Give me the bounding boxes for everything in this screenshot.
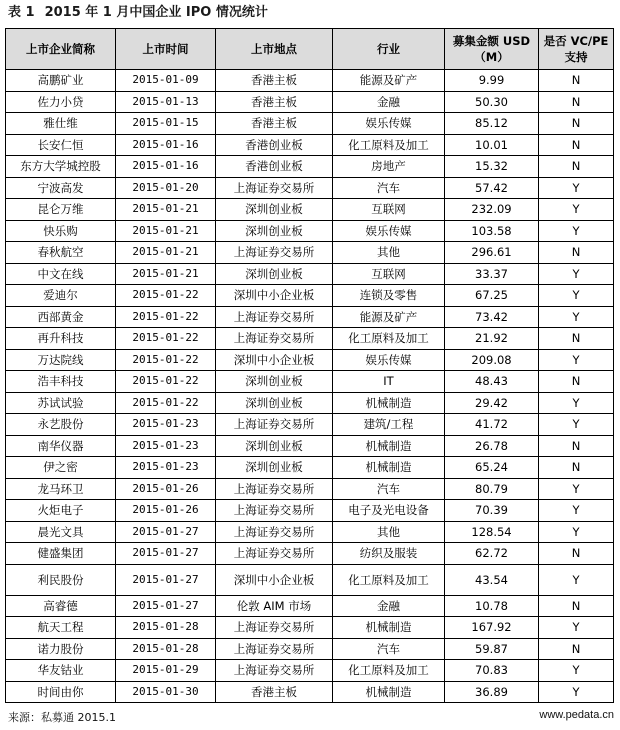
cell-industry: 娱乐传媒: [333, 349, 445, 371]
table-header-row: [6, 29, 614, 70]
cell-vcpe: Y: [539, 660, 614, 682]
cell-company: 时间由你: [6, 681, 116, 703]
cell-amount: 36.89: [445, 681, 539, 703]
cell-date: 2015-01-28: [116, 617, 216, 639]
cell-date: 2015-01-21: [116, 220, 216, 242]
cell-amount: 41.72: [445, 414, 539, 436]
cell-date: 2015-01-23: [116, 435, 216, 457]
table-row: [6, 543, 614, 565]
cell-industry: 机械制造: [333, 681, 445, 703]
cell-amount: 21.92: [445, 328, 539, 350]
cell-amount: 26.78: [445, 435, 539, 457]
cell-date: 2015-01-16: [116, 156, 216, 178]
cell-vcpe: N: [539, 543, 614, 565]
cell-industry: 能源及矿产: [333, 306, 445, 328]
cell-amount: 57.42: [445, 177, 539, 199]
cell-company: 龙马环卫: [6, 478, 116, 500]
table-caption: [8, 2, 268, 24]
header-amount: 募集金额 USD（M）: [445, 29, 539, 70]
cell-industry: 其他: [333, 242, 445, 264]
cell-vcpe: N: [539, 156, 614, 178]
cell-exchange: 深圳创业板: [216, 220, 333, 242]
cell-vcpe: Y: [539, 414, 614, 436]
cell-exchange: 上海证券交易所: [216, 500, 333, 522]
cell-amount: 167.92: [445, 617, 539, 639]
table-title: 2015 年 1 月中国企业 IPO 情况统计: [44, 5, 268, 20]
table-row: [6, 306, 614, 328]
cell-vcpe: N: [539, 113, 614, 135]
cell-company: 东方大学城控股: [6, 156, 116, 178]
cell-vcpe: Y: [539, 681, 614, 703]
cell-vcpe: Y: [539, 177, 614, 199]
cell-amount: 73.42: [445, 306, 539, 328]
table-row: [6, 328, 614, 350]
header-industry: 行业: [333, 29, 445, 70]
cell-industry: 化工原料及加工: [333, 564, 445, 595]
cell-amount: 85.12: [445, 113, 539, 135]
cell-amount: 103.58: [445, 220, 539, 242]
table-row: [6, 70, 614, 92]
cell-amount: 67.25: [445, 285, 539, 307]
cell-exchange: 深圳创业板: [216, 457, 333, 479]
table-body: [6, 70, 614, 703]
cell-amount: 10.01: [445, 134, 539, 156]
cell-exchange: 深圳创业板: [216, 199, 333, 221]
cell-company: 航天工程: [6, 617, 116, 639]
table-row: [6, 113, 614, 135]
cell-vcpe: Y: [539, 521, 614, 543]
cell-exchange: 上海证券交易所: [216, 306, 333, 328]
table-row: [6, 349, 614, 371]
cell-exchange: 上海证券交易所: [216, 478, 333, 500]
source-note: 来源：私募通 2015.1: [8, 711, 116, 724]
table-row: [6, 660, 614, 682]
table-row: [6, 435, 614, 457]
table-row: [6, 371, 614, 393]
cell-date: 2015-01-29: [116, 660, 216, 682]
cell-exchange: 上海证券交易所: [216, 638, 333, 660]
cell-amount: 62.72: [445, 543, 539, 565]
cell-exchange: 香港主板: [216, 681, 333, 703]
cell-company: 永艺股份: [6, 414, 116, 436]
cell-date: 2015-01-09: [116, 70, 216, 92]
cell-date: 2015-01-22: [116, 285, 216, 307]
cell-industry: 化工原料及加工: [333, 660, 445, 682]
cell-amount: 33.37: [445, 263, 539, 285]
cell-company: 浩丰科技: [6, 371, 116, 393]
cell-vcpe: Y: [539, 564, 614, 595]
cell-vcpe: N: [539, 371, 614, 393]
cell-vcpe: Y: [539, 392, 614, 414]
cell-amount: 29.42: [445, 392, 539, 414]
cell-company: 南华仪器: [6, 435, 116, 457]
cell-vcpe: Y: [539, 500, 614, 522]
cell-company: 高睿德: [6, 595, 116, 617]
cell-industry: 机械制造: [333, 435, 445, 457]
cell-industry: 化工原料及加工: [333, 328, 445, 350]
cell-exchange: 香港创业板: [216, 134, 333, 156]
cell-exchange: 香港主板: [216, 91, 333, 113]
table-row: [6, 220, 614, 242]
website-link[interactable]: www.pedata.cn: [539, 709, 614, 721]
cell-date: 2015-01-30: [116, 681, 216, 703]
table-row: [6, 156, 614, 178]
cell-industry: IT: [333, 371, 445, 393]
cell-amount: 209.08: [445, 349, 539, 371]
cell-exchange: 上海证券交易所: [216, 177, 333, 199]
cell-amount: 15.32: [445, 156, 539, 178]
ipo-table-container: [5, 28, 613, 703]
cell-company: 佐力小贷: [6, 91, 116, 113]
cell-exchange: 香港创业板: [216, 156, 333, 178]
cell-amount: 10.78: [445, 595, 539, 617]
cell-exchange: 上海证券交易所: [216, 521, 333, 543]
cell-company: 华友钴业: [6, 660, 116, 682]
cell-company: 伊之密: [6, 457, 116, 479]
cell-industry: 能源及矿产: [333, 70, 445, 92]
cell-date: 2015-01-22: [116, 328, 216, 350]
cell-vcpe: Y: [539, 220, 614, 242]
cell-company: 昆仑万维: [6, 199, 116, 221]
cell-amount: 128.54: [445, 521, 539, 543]
table-row: [6, 457, 614, 479]
table-row: [6, 91, 614, 113]
cell-exchange: 上海证券交易所: [216, 414, 333, 436]
cell-exchange: 深圳创业板: [216, 263, 333, 285]
cell-company: 长安仁恒: [6, 134, 116, 156]
cell-industry: 房地产: [333, 156, 445, 178]
cell-industry: 建筑/工程: [333, 414, 445, 436]
cell-vcpe: Y: [539, 199, 614, 221]
table-row: [6, 285, 614, 307]
cell-amount: 9.99: [445, 70, 539, 92]
cell-industry: 汽车: [333, 638, 445, 660]
cell-vcpe: Y: [539, 617, 614, 639]
cell-exchange: 上海证券交易所: [216, 617, 333, 639]
cell-amount: 43.54: [445, 564, 539, 595]
cell-date: 2015-01-23: [116, 457, 216, 479]
ipo-table: [5, 28, 614, 703]
cell-amount: 80.79: [445, 478, 539, 500]
cell-date: 2015-01-20: [116, 177, 216, 199]
cell-exchange: 深圳创业板: [216, 435, 333, 457]
table-row: [6, 681, 614, 703]
table-row: [6, 564, 614, 595]
header-exchange: 上市地点: [216, 29, 333, 70]
cell-industry: 化工原料及加工: [333, 134, 445, 156]
table-row: [6, 199, 614, 221]
cell-company: 诺力股份: [6, 638, 116, 660]
cell-company: 利民股份: [6, 564, 116, 595]
cell-industry: 娱乐传媒: [333, 220, 445, 242]
cell-date: 2015-01-26: [116, 478, 216, 500]
cell-industry: 机械制造: [333, 392, 445, 414]
cell-date: 2015-01-15: [116, 113, 216, 135]
cell-amount: 48.43: [445, 371, 539, 393]
cell-date: 2015-01-27: [116, 521, 216, 543]
cell-date: 2015-01-21: [116, 242, 216, 264]
cell-industry: 其他: [333, 521, 445, 543]
cell-company: 万达院线: [6, 349, 116, 371]
cell-date: 2015-01-27: [116, 595, 216, 617]
cell-industry: 机械制造: [333, 457, 445, 479]
table-row: [6, 595, 614, 617]
cell-company: 苏试试验: [6, 392, 116, 414]
cell-exchange: 伦敦 AIM 市场: [216, 595, 333, 617]
cell-company: 春秋航空: [6, 242, 116, 264]
cell-vcpe: N: [539, 638, 614, 660]
cell-exchange: 香港主板: [216, 113, 333, 135]
cell-date: 2015-01-27: [116, 543, 216, 565]
cell-exchange: 深圳中小企业板: [216, 349, 333, 371]
cell-date: 2015-01-28: [116, 638, 216, 660]
cell-exchange: 上海证券交易所: [216, 328, 333, 350]
cell-exchange: 上海证券交易所: [216, 242, 333, 264]
cell-exchange: 深圳创业板: [216, 371, 333, 393]
cell-amount: 70.39: [445, 500, 539, 522]
cell-company: 快乐购: [6, 220, 116, 242]
cell-company: 西部黄金: [6, 306, 116, 328]
cell-vcpe: Y: [539, 263, 614, 285]
cell-industry: 互联网: [333, 199, 445, 221]
table-row: [6, 500, 614, 522]
cell-vcpe: N: [539, 70, 614, 92]
cell-vcpe: N: [539, 595, 614, 617]
cell-company: 健盛集团: [6, 543, 116, 565]
cell-date: 2015-01-23: [116, 414, 216, 436]
cell-date: 2015-01-21: [116, 263, 216, 285]
table-row: [6, 177, 614, 199]
cell-vcpe: Y: [539, 349, 614, 371]
header-company: 上市企业简称: [6, 29, 116, 70]
cell-industry: 汽车: [333, 177, 445, 199]
cell-industry: 汽车: [333, 478, 445, 500]
cell-company: 再升科技: [6, 328, 116, 350]
cell-vcpe: N: [539, 435, 614, 457]
cell-industry: 互联网: [333, 263, 445, 285]
cell-amount: 65.24: [445, 457, 539, 479]
table-row: [6, 263, 614, 285]
cell-company: 高鹏矿业: [6, 70, 116, 92]
table-row: [6, 134, 614, 156]
cell-amount: 59.87: [445, 638, 539, 660]
cell-industry: 纺织及服装: [333, 543, 445, 565]
cell-exchange: 深圳创业板: [216, 392, 333, 414]
cell-industry: 娱乐传媒: [333, 113, 445, 135]
cell-company: 雅仕维: [6, 113, 116, 135]
cell-vcpe: N: [539, 328, 614, 350]
cell-amount: 50.30: [445, 91, 539, 113]
cell-date: 2015-01-22: [116, 371, 216, 393]
cell-date: 2015-01-22: [116, 349, 216, 371]
cell-date: 2015-01-16: [116, 134, 216, 156]
cell-exchange: 上海证券交易所: [216, 543, 333, 565]
table-row: [6, 414, 614, 436]
cell-industry: 连锁及零售: [333, 285, 445, 307]
cell-company: 火炬电子: [6, 500, 116, 522]
cell-vcpe: Y: [539, 478, 614, 500]
cell-company: 晨光文具: [6, 521, 116, 543]
table-row: [6, 521, 614, 543]
header-vcpe: 是否 VC/PE 支持: [539, 29, 614, 70]
cell-exchange: 深圳中小企业板: [216, 564, 333, 595]
cell-date: 2015-01-27: [116, 564, 216, 595]
cell-amount: 296.61: [445, 242, 539, 264]
cell-vcpe: Y: [539, 285, 614, 307]
cell-industry: 机械制造: [333, 617, 445, 639]
cell-vcpe: N: [539, 134, 614, 156]
cell-exchange: 深圳中小企业板: [216, 285, 333, 307]
cell-exchange: 香港主板: [216, 70, 333, 92]
cell-exchange: 上海证券交易所: [216, 660, 333, 682]
cell-industry: 电子及光电设备: [333, 500, 445, 522]
cell-vcpe: Y: [539, 306, 614, 328]
cell-vcpe: N: [539, 457, 614, 479]
table-row: [6, 392, 614, 414]
cell-company: 宁波高发: [6, 177, 116, 199]
cell-date: 2015-01-22: [116, 306, 216, 328]
cell-company: 中文在线: [6, 263, 116, 285]
table-row: [6, 242, 614, 264]
cell-date: 2015-01-22: [116, 392, 216, 414]
cell-date: 2015-01-13: [116, 91, 216, 113]
cell-industry: 金融: [333, 595, 445, 617]
cell-vcpe: N: [539, 242, 614, 264]
table-number: 表 1: [8, 5, 35, 20]
cell-date: 2015-01-21: [116, 199, 216, 221]
cell-amount: 232.09: [445, 199, 539, 221]
cell-date: 2015-01-26: [116, 500, 216, 522]
cell-vcpe: N: [539, 91, 614, 113]
table-row: [6, 478, 614, 500]
table-row: [6, 638, 614, 660]
table-row: [6, 617, 614, 639]
cell-amount: 70.83: [445, 660, 539, 682]
cell-industry: 金融: [333, 91, 445, 113]
cell-company: 爱迪尔: [6, 285, 116, 307]
header-date: 上市时间: [116, 29, 216, 70]
